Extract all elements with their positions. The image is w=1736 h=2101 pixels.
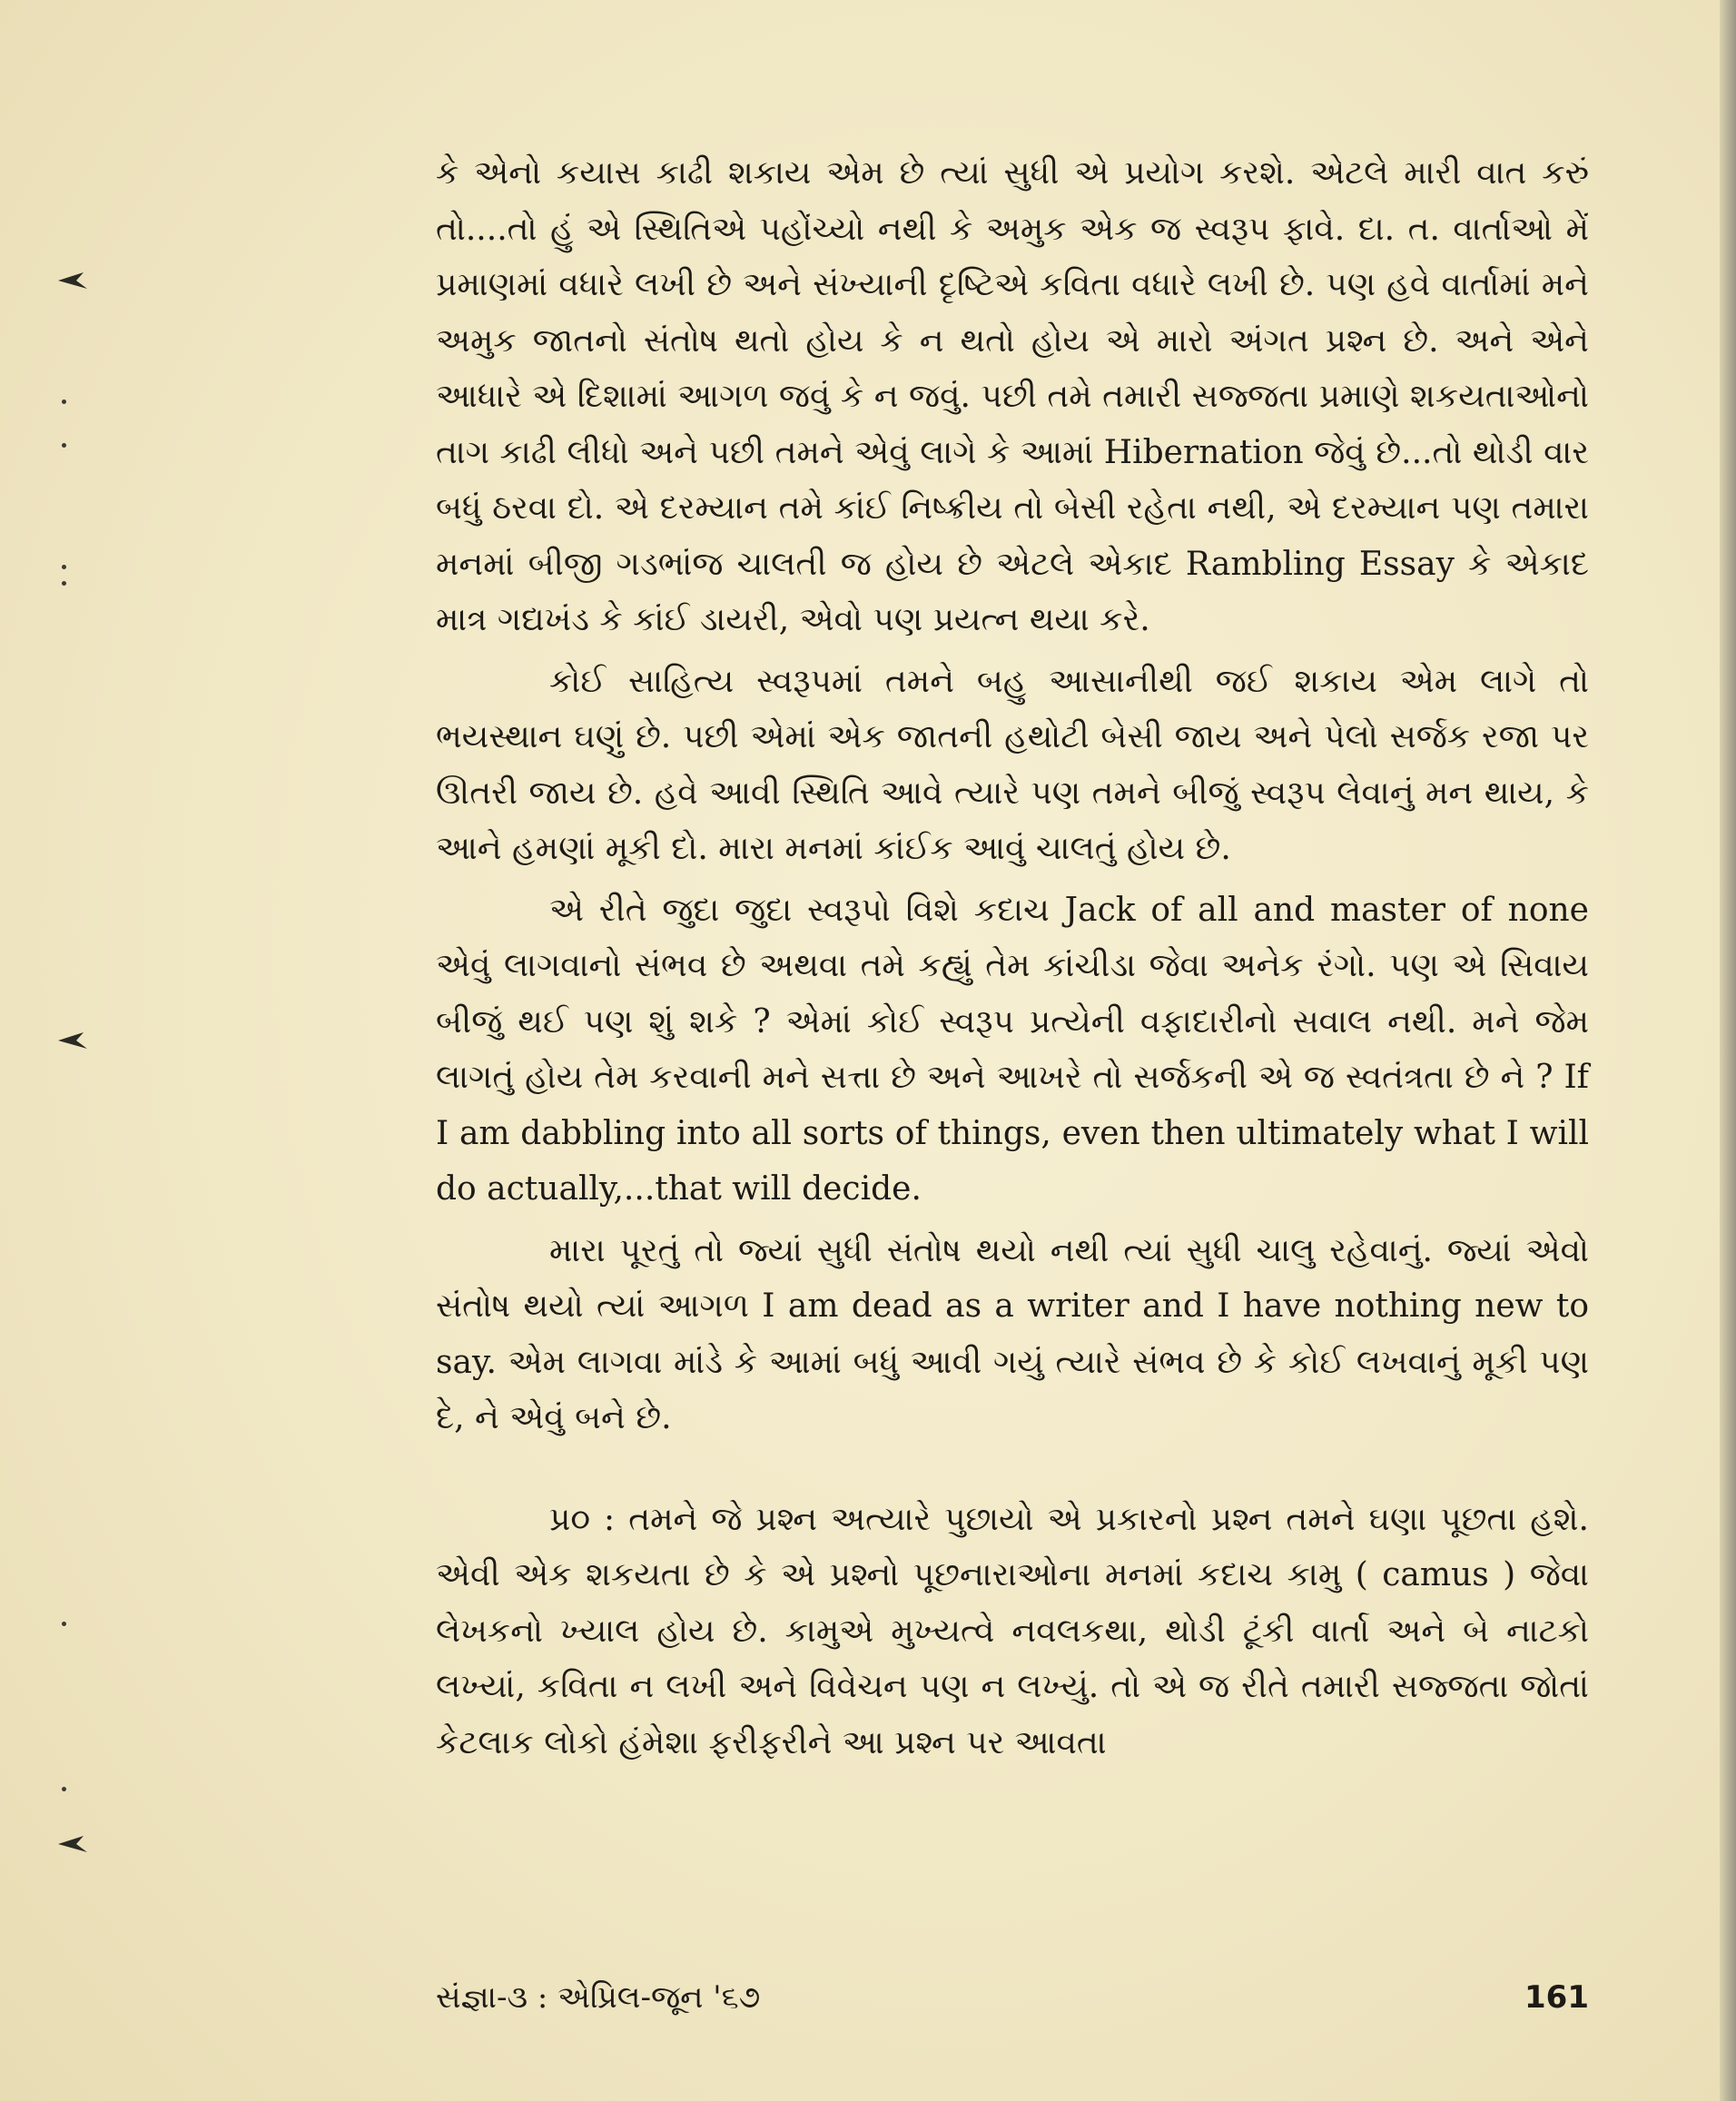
- page-number: 161: [1524, 1979, 1589, 2016]
- binding-hole-mark: [56, 271, 93, 291]
- paragraph: પ્ર૦ : તમને જે પ્રશ્ન અત્યારે પુછાયો એ પ્રકારનો પ્રશ્ન તમને ઘણા પૂછતા હશે. એવી એક શકયતા છે કે એ પ્રશ્નો પૂછનારાઓના મનમાં કદાચ કામુ ( camus ) જેવા લેખકનો ખ્યાલ હોય છે. કામુએ મુખ્યત્વે નવલકથા, થોડી ટૂંકી વાર્તા અને બે નાટકો લખ્યાં, કવિતા ન લખી અને વિવેચન પણ ન લખ્યું. તો એ જ રીતે તમારી સજ્જતા જોતાં કેટલાક લોકો હંમેશા ફરીફરીને આ પ્રશ્ન પર આવતા: [436, 1500, 1589, 1761]
- page-footer: [436, 1979, 1589, 2025]
- margin-speck: [62, 443, 66, 448]
- paragraph: મારા પૂરતું તો જ્યાં સુધી સંતોષ થયો નથી ત્યાં સુધી ચાલુ રહેવાનું. જ્યાં એવો સંતોષ થયો ત્યાં આગળ I am dead as a writer and I have nothing new to say. એમ લાગવા માંડે કે આમાં બધું આવી ગયું ત્યારે સંભવ છે કે કોઈ લખવાનું મૂકી પણ દે, ને એવું બને છે.: [436, 1231, 1589, 1436]
- margin-speck: [62, 1622, 66, 1626]
- paragraph: એ રીતે જુદા જુદા સ્વરૂપો વિશે કદાચ Jack of all and master of none એવું લાગવાનો સંભવ છે અથવા તમે કહ્યું તેમ કાંચીડા જેવા અનેક રંગો. પણ એ સિવાય બીજું થઈ પણ શું શકે ? એમાં કોઈ સ્વરૂપ પ્રત્યેની વફાદારીનો સવાલ નથી. મને જેમ લાગતું હોય તેમ કરવાની મને સત્તા છે અને આખરે તો સર્જકની એ જ સ્વતંત્રતા છે ને ? If I am dabbling into all sorts of things, even then ultimately what I will do actually,...that will decide.: [436, 891, 1589, 1208]
- scan-edge-right: [1720, 0, 1736, 2101]
- margin-speck: [62, 399, 66, 404]
- margin-speck: [62, 581, 66, 586]
- margin-speck: [62, 1787, 66, 1791]
- margin-speck: [62, 565, 66, 569]
- paragraph: કોઈ સાહિત્ય સ્વરૂપમાં તમને બહુ આસાનીથી જઈ શકાય એમ લાગે તો ભયસ્થાન ઘણું છે. પછી એમાં એક જાતની હથોટી બેસી જાય અને પેલો સર્જક રજા પર ઊતરી જાય છે. હવે આવી સ્થિતિ આવે ત્યારે પણ તમને બીજું સ્વરૂપ લેવાનું મન થાય, કે આને હમણાં મૂકી દો. મારા મનમાં કાંઈક આવું ચાલતું હોય છે.: [436, 662, 1589, 867]
- journal-issue: સંજ્ઞા-૩ : એપ્રિલ-જૂન '૬૭: [436, 1979, 761, 2016]
- body-text: [436, 145, 1589, 1771]
- binding-hole-mark: [56, 1031, 93, 1050]
- paragraph: કે એનો કયાસ કાઢી શકાય એમ છે ત્યાં સુધી એ પ્રયોગ કરશે. એટલે મારી વાત કરું તો....તો હું એ સ્થિતિએ પહોંચ્યો નથી કે અમુક એક જ સ્વરૂપ ફાવે. દા. ત. વાર્તાઓ મેં પ્રમાણમાં વધારે લખી છે અને સંખ્યાની દૃષ્ટિએ કવિતા વધારે લખી છે. પણ હવે વાર્તામાં મને અમુક જાતનો સંતોષ થતો હોય કે ન થતો હોય એ મારો અંગત પ્રશ્ન છે. અને એને આધારે એ દિશામાં આગળ જવું કે ન જવું. પછી તમે તમારી સજ્જતા પ્રમાણે શકયતાઓનો તાગ કાઢી લીધો અને પછી તમને એવું લાગે કે આમાં Hibernation જેવું છે...તો થોડી વાર બધું ઠરવા દો. એ દરમ્યાન તમે કાંઈ નિષ્ક્રીય તો બેસી રહેતા નથી, એ દરમ્યાન પણ તમારા મનમાં બીજી ગડભાંજ ચાલતી જ હોય છે એટલે એકાદ Rambling Essay કે એકાદ માત્ર ગદ્યખંડ કે કાંઈ ડાયરી, એવો પણ પ્રયત્ન થયા કરે.: [436, 154, 1589, 638]
- binding-hole-mark: [56, 1834, 93, 1854]
